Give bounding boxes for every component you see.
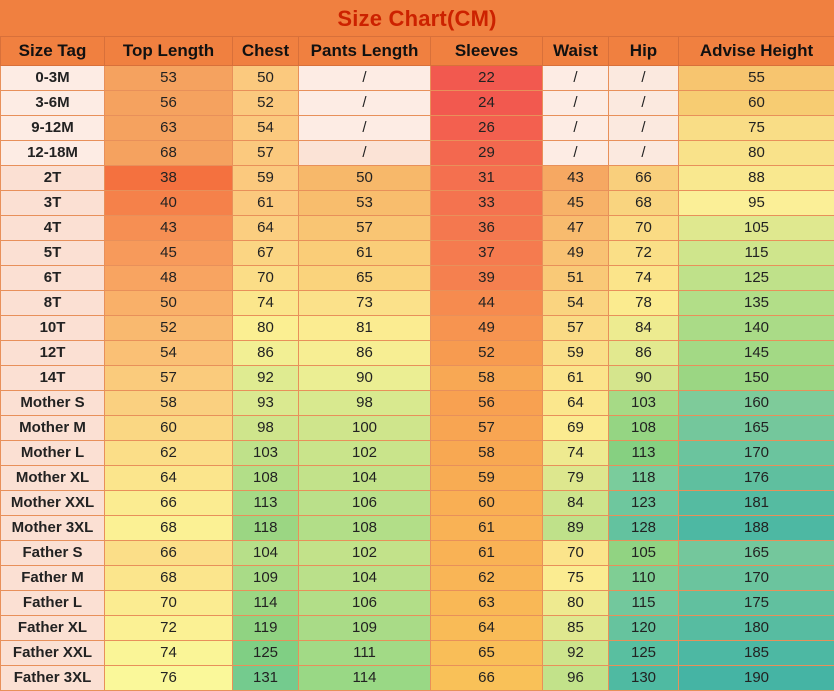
measurement-cell: 48 xyxy=(105,266,233,291)
measurement-cell: 58 xyxy=(431,441,543,466)
measurement-cell: 64 xyxy=(543,391,609,416)
measurement-cell: 111 xyxy=(299,641,431,666)
measurement-cell: 102 xyxy=(299,541,431,566)
table-row xyxy=(1,666,834,691)
measurement-cell: 135 xyxy=(679,291,834,316)
measurement-cell: 115 xyxy=(679,241,834,266)
measurement-cell: 43 xyxy=(105,216,233,241)
measurement-cell: 54 xyxy=(543,291,609,316)
table-row xyxy=(1,391,834,416)
measurement-cell: 108 xyxy=(233,466,299,491)
measurement-cell: 70 xyxy=(543,541,609,566)
measurement-cell: 76 xyxy=(105,666,233,691)
measurement-cell: 74 xyxy=(543,441,609,466)
table-body xyxy=(1,66,834,691)
measurement-cell: 51 xyxy=(543,266,609,291)
measurement-cell: 150 xyxy=(679,366,834,391)
measurement-cell: 86 xyxy=(299,341,431,366)
size-tag-cell: 10T xyxy=(1,316,105,341)
table-row xyxy=(1,341,834,366)
measurement-cell: 165 xyxy=(679,541,834,566)
measurement-cell: 62 xyxy=(431,566,543,591)
measurement-cell: 90 xyxy=(609,366,679,391)
measurement-cell: 40 xyxy=(105,191,233,216)
measurement-cell: 180 xyxy=(679,616,834,641)
table-row xyxy=(1,641,834,666)
measurement-cell: 38 xyxy=(105,166,233,191)
measurement-cell: 170 xyxy=(679,566,834,591)
table-row xyxy=(1,266,834,291)
measurement-cell: 65 xyxy=(431,641,543,666)
measurement-cell: 64 xyxy=(233,216,299,241)
measurement-cell: 80 xyxy=(679,141,834,166)
table-row xyxy=(1,216,834,241)
size-tag-cell: Father M xyxy=(1,566,105,591)
measurement-cell: 56 xyxy=(105,91,233,116)
measurement-cell: 109 xyxy=(299,616,431,641)
table-row xyxy=(1,366,834,391)
measurement-cell: / xyxy=(299,66,431,91)
measurement-cell: 63 xyxy=(105,116,233,141)
measurement-cell: 70 xyxy=(105,591,233,616)
measurement-cell: 66 xyxy=(431,666,543,691)
measurement-cell: 84 xyxy=(609,316,679,341)
measurement-cell: 47 xyxy=(543,216,609,241)
measurement-cell: / xyxy=(609,116,679,141)
measurement-cell: 61 xyxy=(431,541,543,566)
measurement-cell: / xyxy=(299,141,431,166)
table-row xyxy=(1,466,834,491)
measurement-cell: 96 xyxy=(543,666,609,691)
measurement-cell: / xyxy=(609,66,679,91)
measurement-cell: 106 xyxy=(299,591,431,616)
measurement-cell: 79 xyxy=(543,466,609,491)
measurement-cell: 66 xyxy=(609,166,679,191)
measurement-cell: 86 xyxy=(233,341,299,366)
measurement-cell: 53 xyxy=(299,191,431,216)
measurement-cell: 68 xyxy=(105,141,233,166)
column-header: Pants Length xyxy=(299,37,431,66)
measurement-cell: 57 xyxy=(431,416,543,441)
measurement-cell: 57 xyxy=(299,216,431,241)
measurement-cell: 60 xyxy=(679,91,834,116)
table-row xyxy=(1,416,834,441)
header-row xyxy=(1,37,834,66)
table-row xyxy=(1,441,834,466)
measurement-cell: 36 xyxy=(431,216,543,241)
table-row xyxy=(1,616,834,641)
measurement-cell: 175 xyxy=(679,591,834,616)
measurement-cell: 81 xyxy=(299,316,431,341)
column-header: Hip xyxy=(609,37,679,66)
measurement-cell: 64 xyxy=(105,466,233,491)
measurement-cell: 37 xyxy=(431,241,543,266)
measurement-cell: 105 xyxy=(609,541,679,566)
measurement-cell: 123 xyxy=(609,491,679,516)
measurement-cell: 61 xyxy=(299,241,431,266)
size-tag-cell: Mother S xyxy=(1,391,105,416)
measurement-cell: 104 xyxy=(299,566,431,591)
size-tag-cell: 12-18M xyxy=(1,141,105,166)
size-tag-cell: 4T xyxy=(1,216,105,241)
size-tag-cell: 2T xyxy=(1,166,105,191)
measurement-cell: 64 xyxy=(431,616,543,641)
measurement-cell: 115 xyxy=(609,591,679,616)
table-row xyxy=(1,516,834,541)
measurement-cell: 130 xyxy=(609,666,679,691)
measurement-cell: 68 xyxy=(105,516,233,541)
measurement-cell: 73 xyxy=(299,291,431,316)
measurement-cell: 72 xyxy=(105,616,233,641)
measurement-cell: / xyxy=(299,91,431,116)
measurement-cell: 67 xyxy=(233,241,299,266)
measurement-cell: 176 xyxy=(679,466,834,491)
column-header: Advise Height xyxy=(679,37,834,66)
table-row xyxy=(1,291,834,316)
measurement-cell: 140 xyxy=(679,316,834,341)
measurement-cell: 59 xyxy=(543,341,609,366)
measurement-cell: 50 xyxy=(105,291,233,316)
measurement-cell: 118 xyxy=(233,516,299,541)
measurement-cell: 119 xyxy=(233,616,299,641)
measurement-cell: 59 xyxy=(233,166,299,191)
measurement-cell: 108 xyxy=(609,416,679,441)
measurement-cell: 104 xyxy=(299,466,431,491)
measurement-cell: 55 xyxy=(679,66,834,91)
measurement-cell: 145 xyxy=(679,341,834,366)
measurement-cell: 61 xyxy=(543,366,609,391)
measurement-cell: 185 xyxy=(679,641,834,666)
measurement-cell: 58 xyxy=(105,391,233,416)
measurement-cell: 160 xyxy=(679,391,834,416)
measurement-cell: 120 xyxy=(609,616,679,641)
measurement-cell: 75 xyxy=(543,566,609,591)
table-header xyxy=(1,37,834,66)
size-tag-cell: 12T xyxy=(1,341,105,366)
measurement-cell: 92 xyxy=(543,641,609,666)
measurement-cell: 68 xyxy=(105,566,233,591)
measurement-cell: 43 xyxy=(543,166,609,191)
size-tag-cell: 9-12M xyxy=(1,116,105,141)
measurement-cell: 74 xyxy=(609,266,679,291)
measurement-cell: 70 xyxy=(233,266,299,291)
size-tag-cell: 14T xyxy=(1,366,105,391)
measurement-cell: 85 xyxy=(543,616,609,641)
measurement-cell: 102 xyxy=(299,441,431,466)
measurement-cell: 108 xyxy=(299,516,431,541)
size-tag-cell: 0-3M xyxy=(1,66,105,91)
size-tag-cell: Father L xyxy=(1,591,105,616)
measurement-cell: 114 xyxy=(299,666,431,691)
measurement-cell: 100 xyxy=(299,416,431,441)
measurement-cell: 29 xyxy=(431,141,543,166)
measurement-cell: 74 xyxy=(233,291,299,316)
measurement-cell: 45 xyxy=(105,241,233,266)
size-tag-cell: Father 3XL xyxy=(1,666,105,691)
measurement-cell: 75 xyxy=(679,116,834,141)
measurement-cell: 44 xyxy=(431,291,543,316)
size-tag-cell: 6T xyxy=(1,266,105,291)
size-tag-cell: 3-6M xyxy=(1,91,105,116)
table-row xyxy=(1,116,834,141)
measurement-cell: 98 xyxy=(299,391,431,416)
size-tag-cell: 8T xyxy=(1,291,105,316)
column-header: Chest xyxy=(233,37,299,66)
size-tag-cell: 3T xyxy=(1,191,105,216)
size-tag-cell: Mother 3XL xyxy=(1,516,105,541)
measurement-cell: 92 xyxy=(233,366,299,391)
measurement-cell: 113 xyxy=(233,491,299,516)
measurement-cell: 69 xyxy=(543,416,609,441)
measurement-cell: 88 xyxy=(679,166,834,191)
table-row xyxy=(1,541,834,566)
measurement-cell: 114 xyxy=(233,591,299,616)
measurement-cell: 109 xyxy=(233,566,299,591)
measurement-cell: 52 xyxy=(233,91,299,116)
measurement-cell: 98 xyxy=(233,416,299,441)
measurement-cell: 181 xyxy=(679,491,834,516)
table-row xyxy=(1,566,834,591)
measurement-cell: 53 xyxy=(105,66,233,91)
column-header: Sleeves xyxy=(431,37,543,66)
size-tag-cell: Father S xyxy=(1,541,105,566)
measurement-cell: 128 xyxy=(609,516,679,541)
measurement-cell: 52 xyxy=(431,341,543,366)
measurement-cell: 86 xyxy=(609,341,679,366)
measurement-cell: 93 xyxy=(233,391,299,416)
table-row xyxy=(1,191,834,216)
table-row xyxy=(1,91,834,116)
size-tag-cell: Mother L xyxy=(1,441,105,466)
measurement-cell: 74 xyxy=(105,641,233,666)
measurement-cell: 52 xyxy=(105,316,233,341)
measurement-cell: 80 xyxy=(233,316,299,341)
measurement-cell: / xyxy=(609,91,679,116)
measurement-cell: 61 xyxy=(431,516,543,541)
measurement-cell: 106 xyxy=(299,491,431,516)
measurement-cell: 39 xyxy=(431,266,543,291)
measurement-cell: 103 xyxy=(609,391,679,416)
measurement-cell: 57 xyxy=(105,366,233,391)
measurement-cell: 125 xyxy=(679,266,834,291)
measurement-cell: 170 xyxy=(679,441,834,466)
measurement-cell: 58 xyxy=(431,366,543,391)
measurement-cell: 70 xyxy=(609,216,679,241)
size-tag-cell: Father XXL xyxy=(1,641,105,666)
table-row xyxy=(1,141,834,166)
size-tag-cell: Father XL xyxy=(1,616,105,641)
measurement-cell: 104 xyxy=(233,541,299,566)
measurement-cell: 188 xyxy=(679,516,834,541)
column-header: Top Length xyxy=(105,37,233,66)
measurement-cell: 57 xyxy=(543,316,609,341)
measurement-cell: 105 xyxy=(679,216,834,241)
measurement-cell: 78 xyxy=(609,291,679,316)
measurement-cell: 125 xyxy=(609,641,679,666)
measurement-cell: 56 xyxy=(431,391,543,416)
table-row xyxy=(1,591,834,616)
table-row xyxy=(1,316,834,341)
size-tag-cell: Mother XL xyxy=(1,466,105,491)
measurement-cell: 50 xyxy=(299,166,431,191)
measurement-cell: 50 xyxy=(233,66,299,91)
measurement-cell: 103 xyxy=(233,441,299,466)
size-chart-table xyxy=(0,36,834,691)
page-title: Size Chart(CM) xyxy=(0,0,834,36)
measurement-cell: 90 xyxy=(299,366,431,391)
measurement-cell: / xyxy=(543,116,609,141)
measurement-cell: 113 xyxy=(609,441,679,466)
measurement-cell: 125 xyxy=(233,641,299,666)
measurement-cell: 66 xyxy=(105,541,233,566)
measurement-cell: 57 xyxy=(233,141,299,166)
measurement-cell: 72 xyxy=(609,241,679,266)
measurement-cell: 33 xyxy=(431,191,543,216)
measurement-cell: 80 xyxy=(543,591,609,616)
table-row xyxy=(1,66,834,91)
measurement-cell: 31 xyxy=(431,166,543,191)
measurement-cell: 165 xyxy=(679,416,834,441)
measurement-cell: 60 xyxy=(431,491,543,516)
measurement-cell: 131 xyxy=(233,666,299,691)
measurement-cell: 54 xyxy=(233,116,299,141)
measurement-cell: 26 xyxy=(431,116,543,141)
measurement-cell: 49 xyxy=(431,316,543,341)
measurement-cell: 61 xyxy=(233,191,299,216)
measurement-cell: / xyxy=(543,91,609,116)
measurement-cell: 84 xyxy=(543,491,609,516)
measurement-cell: 59 xyxy=(431,466,543,491)
size-tag-cell: Mother XXL xyxy=(1,491,105,516)
measurement-cell: 62 xyxy=(105,441,233,466)
measurement-cell: 68 xyxy=(609,191,679,216)
measurement-cell: 89 xyxy=(543,516,609,541)
measurement-cell: 45 xyxy=(543,191,609,216)
measurement-cell: / xyxy=(609,141,679,166)
measurement-cell: 118 xyxy=(609,466,679,491)
column-header: Size Tag xyxy=(1,37,105,66)
measurement-cell: 110 xyxy=(609,566,679,591)
size-tag-cell: Mother M xyxy=(1,416,105,441)
measurement-cell: 60 xyxy=(105,416,233,441)
measurement-cell: 95 xyxy=(679,191,834,216)
measurement-cell: 22 xyxy=(431,66,543,91)
measurement-cell: 24 xyxy=(431,91,543,116)
measurement-cell: 49 xyxy=(543,241,609,266)
size-tag-cell: 5T xyxy=(1,241,105,266)
measurement-cell: / xyxy=(299,116,431,141)
measurement-cell: / xyxy=(543,66,609,91)
column-header: Waist xyxy=(543,37,609,66)
measurement-cell: 65 xyxy=(299,266,431,291)
table-row xyxy=(1,241,834,266)
measurement-cell: 54 xyxy=(105,341,233,366)
table-row xyxy=(1,166,834,191)
measurement-cell: / xyxy=(543,141,609,166)
measurement-cell: 63 xyxy=(431,591,543,616)
measurement-cell: 190 xyxy=(679,666,834,691)
table-row xyxy=(1,491,834,516)
measurement-cell: 66 xyxy=(105,491,233,516)
